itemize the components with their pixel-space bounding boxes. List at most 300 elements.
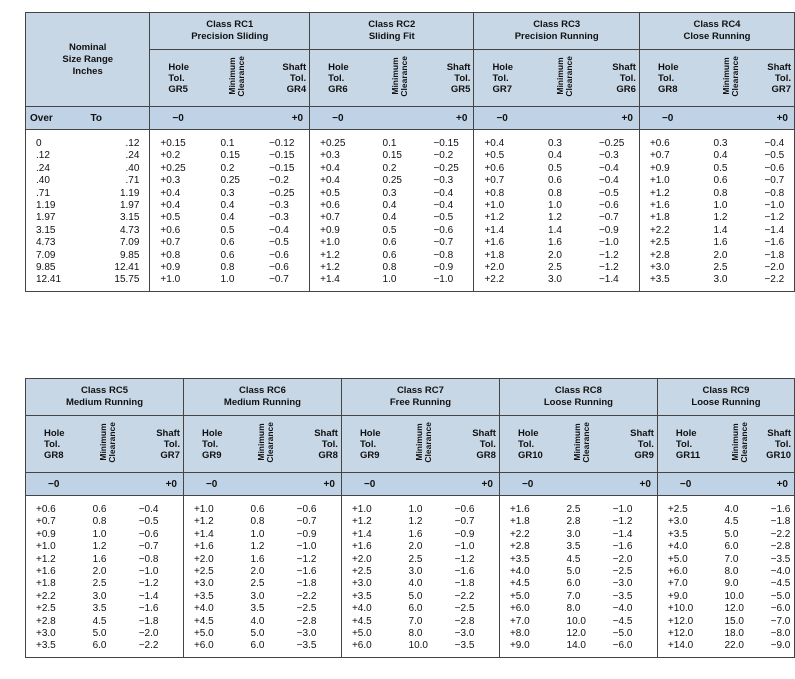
minimum-clearance-header: [542, 50, 589, 107]
hole-tolerance-cell: +0.7: [26, 516, 87, 528]
size-to-cell: 1.19: [119, 187, 140, 199]
hole-tolerance-cell: +4.0: [183, 603, 244, 615]
hole-tolerance-cell: +1.6: [499, 496, 560, 517]
shaft-tolerance-cell: −1.0: [598, 237, 619, 249]
hole-tolerance-cell: +0.4: [150, 200, 215, 212]
hole-tol-line: GR11: [675, 449, 701, 461]
hole-tolerance-cell: +1.6: [341, 541, 402, 553]
min-clearance-cell: 1.6: [408, 528, 423, 540]
shaft-tolerance-cell: −4.0: [612, 603, 633, 615]
min-clearance-cell: 7.0: [724, 553, 739, 565]
hole-tolerance-cell: +1.4: [474, 225, 542, 237]
hole-tolerance-cell: +1.0: [183, 496, 244, 517]
hole-tolerance-cell: +0.8: [150, 250, 215, 262]
shaft-tolerance-cell: −1.8: [296, 578, 317, 590]
class-title-cell: [499, 379, 657, 416]
min-clearance-cell: 0.3: [548, 138, 562, 149]
min-clearance-cell: 4.0: [250, 615, 265, 627]
hole-tolerance-cell: +1.2: [26, 554, 87, 566]
hole-tolerance-cell: +1.8: [499, 516, 560, 528]
min-clearance-cell: 0.4: [548, 150, 562, 162]
minimum-clearance-label: Minimum Clearance: [571, 422, 591, 463]
min-clearance-cell: 3.0: [92, 590, 107, 602]
table-row: [26, 163, 795, 175]
shaft-tolerance-cell: −2.2: [754, 274, 794, 291]
min-clearance-cell: 0.6: [382, 249, 397, 261]
shaft-tolerance-cell: −5.0: [612, 628, 633, 640]
shaft-tolerance-cell: −2.2: [129, 640, 184, 657]
minimum-clearance-header: [87, 416, 129, 473]
hole-tol-line: Hole: [657, 61, 679, 73]
shaft-tolerance-cell: −6.0: [761, 603, 795, 615]
hole-tolerance-cell: +0.4: [474, 130, 542, 151]
shaft-tolerance-cell: −0.7: [754, 175, 794, 187]
shaft-tolerance-cell: −9.0: [761, 640, 795, 657]
minimum-clearance-label: Minimum Clearance: [389, 56, 409, 97]
min-clearance-cell: 7.0: [566, 590, 581, 602]
min-clearance-cell: 2.0: [713, 249, 728, 261]
size-to-cell: 4.73: [119, 224, 140, 236]
hole-tolerance-cell: +0.8: [474, 188, 542, 200]
hole-tol-line: GR8: [657, 83, 678, 95]
class-name: Class RC9: [702, 385, 750, 396]
hole-tolerance-cell: +9.0: [499, 640, 560, 657]
hole-tol-line: Tol.: [44, 438, 61, 450]
shaft-tolerance-cell: −0.8: [138, 553, 159, 565]
shaft-tolerance-cell: −2.0: [138, 628, 159, 640]
hole-tolerance-cell: +3.0: [183, 578, 244, 590]
hole-lower-deviation: −0: [639, 107, 707, 130]
table-row: [26, 616, 795, 628]
hole-tolerance-cell: +1.0: [474, 200, 542, 212]
class-title-cell: [657, 379, 794, 416]
min-clearance-cell: 18.0: [724, 628, 744, 640]
shaft-tol-line: Shaft: [446, 61, 471, 73]
class-title-cell: [474, 13, 640, 50]
hole-tol-line: Tol.: [492, 72, 509, 84]
hole-tolerance-cell: +1.4: [341, 529, 402, 541]
hole-tolerance-cell: +1.6: [474, 237, 542, 249]
min-clearance-cell: 2.0: [408, 541, 423, 553]
shaft-tolerance-cell: −1.2: [138, 578, 159, 590]
min-clearance-cell: 0.25: [220, 175, 240, 187]
shaft-tolerance-cell: −0.6: [296, 504, 317, 515]
hole-tol-header: [657, 416, 718, 473]
hole-tolerance-cell: +3.5: [26, 640, 87, 657]
class-name: Class RC7: [396, 385, 444, 396]
table-row: [26, 591, 795, 603]
shaft-tolerance-cell: −0.7: [138, 541, 159, 553]
table-row: [26, 578, 795, 590]
shaft-tolerance-cell: −3.5: [445, 640, 500, 657]
min-clearance-cell: 1.6: [92, 553, 107, 565]
shaft-tolerance-cell: −3.5: [287, 640, 342, 657]
shaft-tolerance-cell: −0.15: [269, 150, 295, 162]
shaft-tol-header: [603, 416, 658, 473]
hole-tolerance-cell: +1.4: [183, 529, 244, 541]
hole-tolerance-cell: +0.5: [150, 212, 215, 224]
shaft-upper-deviation: +0: [129, 473, 184, 496]
hole-tol-header: [639, 50, 707, 107]
class-subtitle: Loose Running: [543, 397, 613, 408]
table-row: [26, 603, 795, 615]
class-name: Class RC4: [693, 19, 741, 30]
band-spacer: [708, 107, 755, 130]
shaft-tolerance-cell: −1.8: [454, 578, 475, 590]
hole-tolerance-cell: +12.0: [657, 616, 718, 628]
hole-tolerance-cell: +1.8: [639, 212, 707, 224]
shaft-tolerance-cell: −0.7: [296, 516, 317, 528]
class-title-cell: [150, 13, 310, 50]
band-spacer: [719, 473, 761, 496]
min-clearance-cell: 0.4: [220, 200, 235, 212]
shaft-tolerance-cell: −0.5: [754, 150, 794, 162]
shaft-tolerance-cell: −8.0: [761, 628, 795, 640]
min-clearance-cell: 0.4: [220, 212, 235, 224]
shaft-tolerance-cell: −0.4: [598, 175, 619, 187]
shaft-tolerance-cell: −0.9: [598, 224, 619, 236]
hole-tol-line: GR7: [492, 83, 512, 95]
hole-tolerance-cell: +2.8: [26, 616, 87, 628]
size-over-cell: .24: [26, 163, 87, 175]
shaft-tolerance-cell: −0.7: [259, 274, 310, 291]
min-clearance-cell: 0.1: [382, 138, 397, 149]
class-subtitle: Precision Sliding: [191, 31, 269, 42]
shaft-tolerance-cell: −0.12: [269, 138, 295, 149]
class-subtitle: Free Running: [389, 397, 452, 408]
hole-tolerance-cell: +1.2: [474, 212, 542, 224]
min-clearance-cell: 0.8: [92, 516, 107, 528]
class-title-cell: [26, 379, 184, 416]
minimum-clearance-header: [708, 50, 755, 107]
minimum-clearance-header: [561, 416, 603, 473]
band-spacer: [377, 107, 424, 130]
table-row: [26, 212, 795, 224]
hole-tol-line: GR10: [517, 449, 543, 461]
hole-tolerance-cell: +6.0: [183, 640, 244, 657]
hole-tolerance-cell: +0.2: [150, 150, 215, 162]
min-clearance-cell: 0.2: [382, 162, 397, 174]
hole-lower-deviation: −0: [183, 473, 244, 496]
shaft-tolerance-cell: −0.4: [754, 130, 794, 151]
min-clearance-cell: 5.0: [566, 566, 581, 578]
min-clearance-cell: 0.8: [382, 262, 397, 274]
nominal-line-1: Nominal: [68, 41, 107, 53]
shaft-tolerance-cell: −3.5: [612, 590, 633, 602]
shaft-tol-line: Shaft: [314, 427, 338, 439]
class-subtitle: Medium Running: [223, 397, 301, 408]
min-clearance-cell: 1.6: [250, 553, 265, 565]
min-clearance-cell: 0.3: [382, 187, 397, 199]
min-clearance-cell: 3.5: [250, 603, 265, 615]
minimum-clearance-header: [377, 50, 424, 107]
size-to-cell: .40: [125, 162, 140, 174]
size-to-cell: .24: [125, 150, 140, 162]
size-to-cell: 7.09: [119, 237, 140, 249]
min-clearance-cell: 6.0: [408, 603, 423, 615]
shaft-tolerance-cell: −0.4: [598, 162, 619, 174]
shaft-tol-header: [761, 416, 795, 473]
size-to-cell: .71: [125, 175, 140, 187]
class-name: Class RC1: [206, 19, 254, 30]
hole-tolerance-cell: +0.7: [639, 150, 707, 162]
hole-tol-header: [310, 50, 377, 107]
hole-tolerance-cell: +3.0: [657, 516, 718, 528]
min-clearance-cell: 0.6: [220, 237, 235, 249]
class-title-cell: [341, 379, 499, 416]
shaft-tolerance-cell: −2.0: [612, 553, 633, 565]
min-clearance-cell: 0.5: [382, 224, 397, 236]
min-clearance-cell: 6.0: [724, 541, 739, 553]
class-name: Class RC2: [368, 19, 416, 30]
shaft-upper-deviation: +0: [754, 107, 794, 130]
size-to-cell: 1.97: [119, 200, 140, 212]
size-to-cell: 15.75: [87, 274, 150, 291]
shaft-tolerance-cell: −7.0: [761, 616, 795, 628]
min-clearance-cell: 7.0: [408, 615, 423, 627]
shaft-tol-line: GR10: [766, 449, 791, 461]
size-over-cell: 1.97: [26, 212, 87, 224]
hole-tolerance-cell: +0.3: [150, 175, 215, 187]
table-row: [26, 554, 795, 566]
hole-tolerance-cell: +2.8: [499, 541, 560, 553]
shaft-tolerance-cell: −1.6: [454, 566, 475, 578]
shaft-tolerance-cell: −0.7: [598, 212, 619, 224]
class-name: Class RC8: [554, 385, 602, 396]
shaft-tolerance-cell: −2.8: [761, 541, 795, 553]
hole-tolerance-cell: +0.6: [26, 496, 87, 517]
min-clearance-cell: 3.0: [708, 274, 755, 291]
hole-tolerance-cell: +1.8: [26, 578, 87, 590]
min-clearance-cell: 1.0: [92, 528, 107, 540]
class-subtitle: Medium Running: [65, 397, 143, 408]
table-row: [26, 150, 795, 162]
shaft-tolerance-cell: −3.0: [612, 578, 633, 590]
hole-tolerance-cell: +9.0: [657, 591, 718, 603]
min-clearance-cell: 8.0: [408, 628, 423, 640]
band-spacer: [245, 473, 287, 496]
shaft-tolerance-cell: −1.4: [754, 225, 794, 237]
hole-tolerance-cell: +4.5: [341, 616, 402, 628]
shaft-tol-line: Shaft: [630, 427, 654, 439]
table-row: [26, 541, 795, 553]
shaft-tolerance-cell: −1.4: [612, 528, 633, 540]
min-clearance-cell: 22.0: [719, 640, 761, 657]
hole-tolerance-cell: +2.2: [639, 225, 707, 237]
hole-tol-header: [26, 416, 87, 473]
shaft-tolerance-cell: −1.2: [296, 553, 317, 565]
hole-lower-deviation: −0: [657, 473, 718, 496]
min-clearance-cell: 1.0: [214, 274, 259, 291]
shaft-tolerance-cell: −2.5: [454, 603, 475, 615]
shaft-tolerance-cell: −1.0: [612, 504, 633, 515]
hole-tolerance-cell: +2.5: [26, 603, 87, 615]
hole-tolerance-cell: +2.2: [474, 274, 542, 291]
nominal-line-2: Size Range: [62, 53, 114, 65]
shaft-tolerance-cell: −0.6: [433, 224, 454, 236]
shaft-tolerance-cell: −1.0: [454, 541, 475, 553]
shaft-tolerance-cell: −2.0: [754, 262, 794, 274]
size-to-cell: 12.41: [114, 262, 140, 274]
min-clearance-cell: 1.2: [92, 541, 107, 553]
shaft-tol-line: Shaft: [472, 427, 496, 439]
hole-tolerance-cell: +2.5: [639, 237, 707, 249]
min-clearance-cell: 0.3: [713, 138, 728, 149]
hole-lower-deviation: −0: [150, 107, 215, 130]
hole-tol-line: Hole: [328, 61, 349, 73]
hole-tolerance-cell: +3.5: [639, 274, 707, 291]
min-clearance-cell: 3.0: [566, 528, 581, 540]
min-clearance-cell: 1.6: [713, 237, 728, 249]
hole-tolerance-cell: +1.2: [341, 516, 402, 528]
table-row: [26, 200, 795, 212]
hole-tolerance-cell: +0.4: [150, 188, 215, 200]
min-clearance-cell: 1.0: [377, 274, 424, 291]
min-clearance-cell: 8.0: [724, 566, 739, 578]
min-clearance-cell: 1.0: [548, 200, 562, 212]
hole-tolerance-cell: +0.4: [310, 175, 377, 187]
shaft-tolerance-cell: −2.8: [454, 615, 475, 627]
hole-tolerance-cell: +3.0: [341, 578, 402, 590]
shaft-upper-deviation: +0: [589, 107, 639, 130]
hole-tol-header: [499, 416, 560, 473]
size-over-cell: .40: [26, 175, 87, 187]
min-clearance-cell: 1.2: [713, 212, 728, 224]
shaft-tolerance-cell: −2.5: [612, 566, 633, 578]
hole-tolerance-cell: +0.6: [310, 200, 377, 212]
hole-tol-line: Tol.: [517, 438, 535, 450]
shaft-tolerance-cell: −1.0: [296, 541, 317, 553]
shaft-tolerance-cell: −0.9: [296, 528, 317, 540]
shaft-tol-header: [589, 50, 639, 107]
min-clearance-cell: 6.0: [245, 640, 287, 657]
hole-lower-deviation: −0: [341, 473, 402, 496]
shaft-tolerance-cell: −0.9: [454, 528, 475, 540]
shaft-tolerance-cell: −1.2: [754, 212, 794, 224]
hole-tolerance-cell: +0.7: [150, 237, 215, 249]
min-clearance-cell: 0.5: [220, 224, 235, 236]
minimum-clearance-label: Minimum Clearance: [255, 422, 275, 463]
hole-tolerance-cell: +6.0: [341, 640, 402, 657]
minimum-clearance-label: Minimum Clearance: [413, 422, 433, 463]
hole-tol-header: [183, 416, 244, 473]
hole-tolerance-cell: +2.0: [341, 554, 402, 566]
hole-tolerance-cell: +3.5: [657, 529, 718, 541]
shaft-tol-line: Shaft: [767, 427, 791, 439]
shaft-tolerance-cell: −0.6: [269, 249, 289, 261]
min-clearance-cell: 0.6: [548, 175, 562, 187]
min-clearance-cell: 1.0: [250, 528, 265, 540]
shaft-tolerance-cell: −0.25: [269, 187, 295, 199]
hole-tolerance-cell: +0.7: [474, 175, 542, 187]
shaft-tolerance-cell: −0.4: [433, 187, 454, 199]
shaft-tolerance-cell: −2.2: [296, 590, 317, 602]
shaft-tolerance-cell: −1.0: [138, 566, 159, 578]
shaft-tolerance-cell: −1.2: [598, 262, 619, 274]
table-row: [26, 262, 795, 274]
hole-tol-line: Tol.: [675, 438, 693, 450]
min-clearance-cell: 1.2: [408, 516, 423, 528]
hole-tolerance-cell: +2.0: [183, 554, 244, 566]
hole-tolerance-cell: +14.0: [657, 640, 718, 657]
hole-tol-line: Tol.: [359, 438, 377, 450]
min-clearance-cell: 3.0: [542, 274, 589, 291]
hole-lower-deviation: −0: [474, 107, 542, 130]
hole-tolerance-cell: +2.0: [474, 262, 542, 274]
shaft-tolerance-cell: −1.4: [589, 274, 639, 291]
class-subtitle: Sliding Fit: [368, 31, 415, 42]
hole-tolerance-cell: +2.5: [657, 496, 718, 517]
min-clearance-cell: 14.0: [561, 640, 603, 657]
hole-tolerance-cell: +4.0: [657, 541, 718, 553]
shaft-tolerance-cell: −1.4: [138, 590, 159, 602]
shaft-tolerance-cell: −1.6: [138, 603, 159, 615]
hole-tolerance-cell: +4.5: [499, 578, 560, 590]
hole-tolerance-cell: +4.5: [183, 616, 244, 628]
shaft-tol-line: Shaft: [612, 61, 636, 73]
hole-tol-line: Tol.: [657, 72, 675, 84]
min-clearance-cell: 2.5: [250, 578, 265, 590]
minimum-clearance-label: Minimum Clearance: [555, 56, 575, 97]
hole-tolerance-cell: +1.0: [639, 175, 707, 187]
size-over-cell: 9.85: [26, 262, 87, 274]
minimum-clearance-header: [719, 416, 761, 473]
size-to-cell: 9.85: [119, 249, 140, 261]
min-clearance-cell: 2.0: [92, 566, 107, 578]
min-clearance-cell: 2.0: [250, 566, 265, 578]
hole-tolerance-cell: +1.0: [26, 541, 87, 553]
hole-tolerance-cell: +0.5: [310, 188, 377, 200]
hole-lower-deviation: −0: [26, 473, 87, 496]
shaft-tol-line: Tol.: [289, 72, 307, 84]
hole-tolerance-cell: +4.0: [341, 603, 402, 615]
table-row: [26, 237, 795, 249]
size-over-cell: .71: [26, 188, 87, 200]
over-label: Over: [26, 107, 87, 130]
min-clearance-cell: 9.0: [724, 578, 739, 590]
shaft-tol-line: Tol.: [479, 438, 496, 450]
shaft-tol-line: Tol.: [163, 438, 180, 450]
min-clearance-cell: 2.5: [92, 578, 107, 590]
size-over-cell: 3.15: [26, 225, 87, 237]
shaft-upper-deviation: +0: [287, 473, 342, 496]
shaft-tolerance-cell: −0.6: [754, 163, 794, 175]
table-row: [26, 188, 795, 200]
min-clearance-cell: 0.4: [382, 212, 397, 224]
hole-tolerance-cell: +0.9: [150, 262, 215, 274]
hole-tolerance-cell: +3.5: [341, 591, 402, 603]
min-clearance-cell: 1.4: [713, 224, 728, 236]
shaft-tolerance-cell: −1.0: [754, 200, 794, 212]
shaft-tol-line: GR8: [318, 449, 338, 461]
shaft-tolerance-cell: −0.6: [138, 528, 159, 540]
min-clearance-cell: 2.5: [713, 262, 728, 274]
shaft-tolerance-cell: −5.0: [761, 591, 795, 603]
shaft-tolerance-cell: −1.2: [454, 553, 475, 565]
hole-tolerance-cell: +12.0: [657, 628, 718, 640]
shaft-tolerance-cell: −3.5: [761, 554, 795, 566]
hole-tolerance-cell: +1.2: [310, 250, 377, 262]
hole-tolerance-cell: +0.6: [474, 163, 542, 175]
shaft-tolerance-cell: −0.8: [754, 188, 794, 200]
hole-tolerance-cell: +0.15: [150, 130, 215, 151]
min-clearance-cell: 1.2: [548, 212, 562, 224]
table-row: [26, 529, 795, 541]
shaft-tolerance-cell: −0.15: [269, 162, 295, 174]
hole-tol-line: Hole: [492, 61, 514, 73]
minimum-clearance-label: Minimum Clearance: [729, 422, 749, 463]
minimum-clearance-label: Minimum Clearance: [226, 56, 246, 97]
